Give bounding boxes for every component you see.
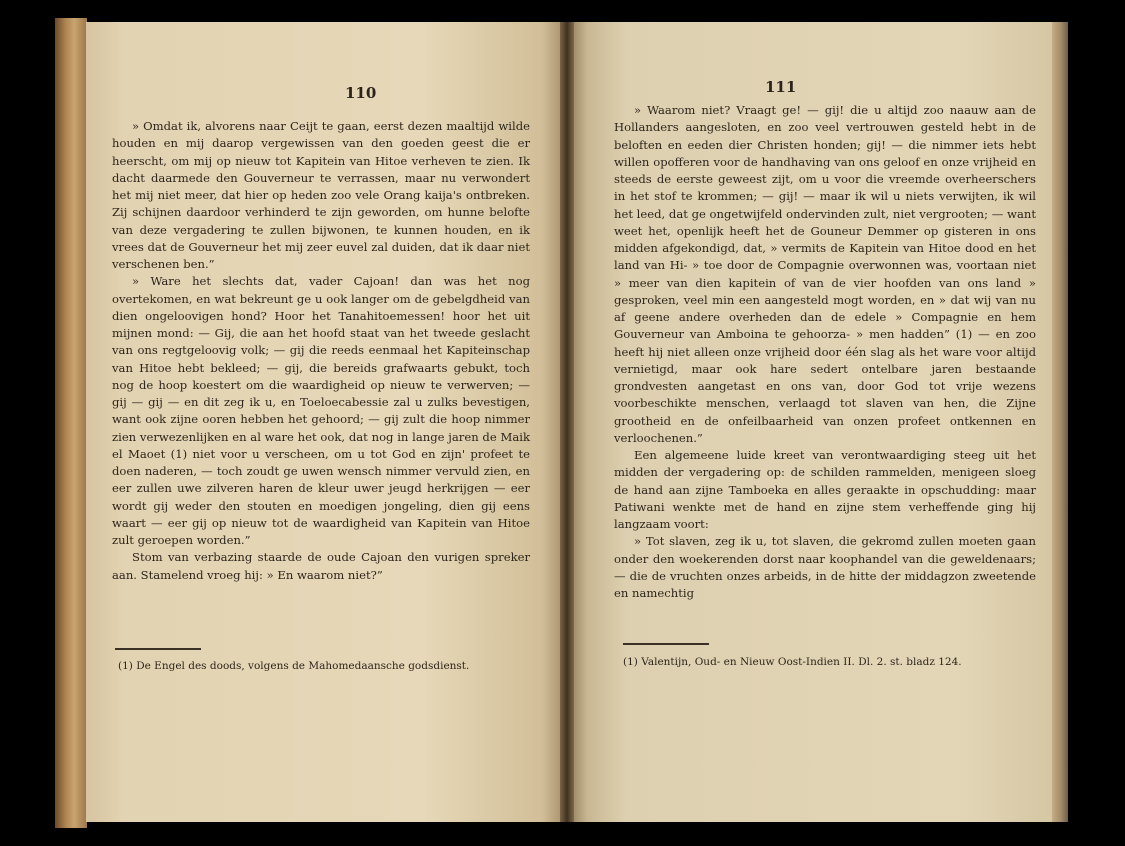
left-footnote-rule [115,648,201,650]
left-page-body [112,118,530,584]
right-footnote: (1) Valentijn, Oud- en Nieuw Oost-Indien II. Dl. 2. st. bladz 124. [623,656,962,668]
left-paragraph-2: » Ware het slechts dat, vader Cajoan! dan was het nog overtekomen, en wat bekreunt ge u ook langer om de gebelgdheid van dien ongeloovigen hond? Hoor het Tanahitoemessen! hoor het uit mijnen mond: — Gij, die aan het hoofd staat van het tweede geslacht van ons regtgeloovig volk; — gij die reeds eenmaal het Kapiteinschap van Hitoe hebt bekleed; — gij, die bereids grafwaarts gebukt, toch nog de hoop koestert om die waardigheid op nieuw te verwerven; — gij — gij — en dit zeg ik u, en Toeloecabessie zal u zulks bevestigen, want ook zijne ooren hebben het gehoord; — gij zult die hoop nimmer zien verwezenlijken en al ware het ook, dat nog in lange jaren de Maik el Maoet (1) niet voor u verscheen, om u tot God en zijn' profeet te doen naderen, — toch zoudt ge uwen wensch nimmer vervuld zien, en eer zullen uwe zilveren haren de kleur uwer jeugd herkrijgen — eer wordt gij weder den stouten en moedigen jongeling, dien gij eens waart — eer gij op nieuw tot de waardigheid van Kapitein van Hitoe zult geroepen worden.” [112,274,530,547]
right-page-body [614,102,1036,602]
right-footnote-rule [623,643,709,645]
right-page-number: 111 [765,78,797,96]
right-paragraph-3: » Tot slaven, zeg ik u, tot slaven, die gekromd zullen moeten gaan onder den woekerenden dorst naar koophandel van die geweldenaars; — die de vruchten onzes arbeids, in de hitte der middagzon zweetende en namechtig [614,534,1036,600]
book-edge-left [55,18,87,828]
right-paragraph-2: Een algemeene luide kreet van verontwaardiging steeg uit het midden der vergadering op: de schilden rammelden, menigeen sloeg de hand aan zijne Tamboeka en alles geraakte in opschudding: maar Patiwani wenkte met de hand en zijne stem verheffende ging hij langzaam voort: [614,448,1036,531]
left-paragraph-3: Stom van verbazing staarde de oude Cajoan den vurigen spreker aan. Stamelend vroeg hij: » En waarom niet?” [112,550,530,582]
right-paragraph-1: » Waarom niet? Vraagt ge! — gij! die u altijd zoo naauw aan de Hollanders aangesloten, en zoo veel vertrouwen gesteld hebt in de beloften en eeden dier Christen honden; gij! — die nimmer iets hebt willen opofferen voor de handhaving van ons geloof en onze vrijheid en steeds de eerste geweest zijt, om u voor die vreemde overheerschers in het stof te krommen; — gij! — maar ik wil u niets verwijten, ik wil het leed, dat ge ongetwijfeld ondervinden zult, niet vergrooten; — want weet het, openlijk heeft het de Gouneur Demmer op gisteren in ons midden afgekondigd, dat, » vermits de Kapitein van Hitoe dood en het land van Hi- » toe door de Compagnie overwonnen was, voortaan niet » meer van dien kapitein of van de vier hoofden van ons land » gesproken, veel min een aangesteld mogt worden, en » dat wij van nu af geene andere overheden dan de edele » Compagnie en hem Gouverneur van Amboina te gehoorza- » men hadden” (1) — en zoo heeft hij niet alleen onze vrijheid door één slag als het ware voor altijd vernietigd, maar ook hare sedert ontelbare jaren bestaande grondvesten aangetast en ons van, door God tot vrije wezens voorbeschikte menschen, verlaagd tot slaven van hen, die Zijne grootheid en de onfeilbaarheid van onzen profeet ontkennen en verloochenen.” [614,103,1036,445]
left-paragraph-1: » Omdat ik, alvorens naar Ceijt te gaan, eerst dezen maaltijd wilde houden en mij daarop vergewissen van den goeden geest die er heerscht, om mij op nieuw tot Kapitein van Hitoe verheven te zien. Ik dacht daarmede den Gouverneur te verrassen, maar nu verwondert het mij niet meer, dat hier op heden zoo vele Orang kaija's ontbreken. Zij schijnen daardoor verhinderd te zijn geworden, om hunne belofte van deze vergadering te zullen bijwonen, te kunnen houden, en ik vrees dat de Gouverneur het mij zeer euvel zal duiden, dat ik daar niet verschenen ben.” [112,119,530,271]
left-page-number: 110 [345,84,377,102]
book-edge-right [1050,22,1068,822]
book-gutter [560,22,574,822]
left-footnote: (1) De Engel des doods, volgens de Mahomedaansche godsdienst. [118,660,470,672]
